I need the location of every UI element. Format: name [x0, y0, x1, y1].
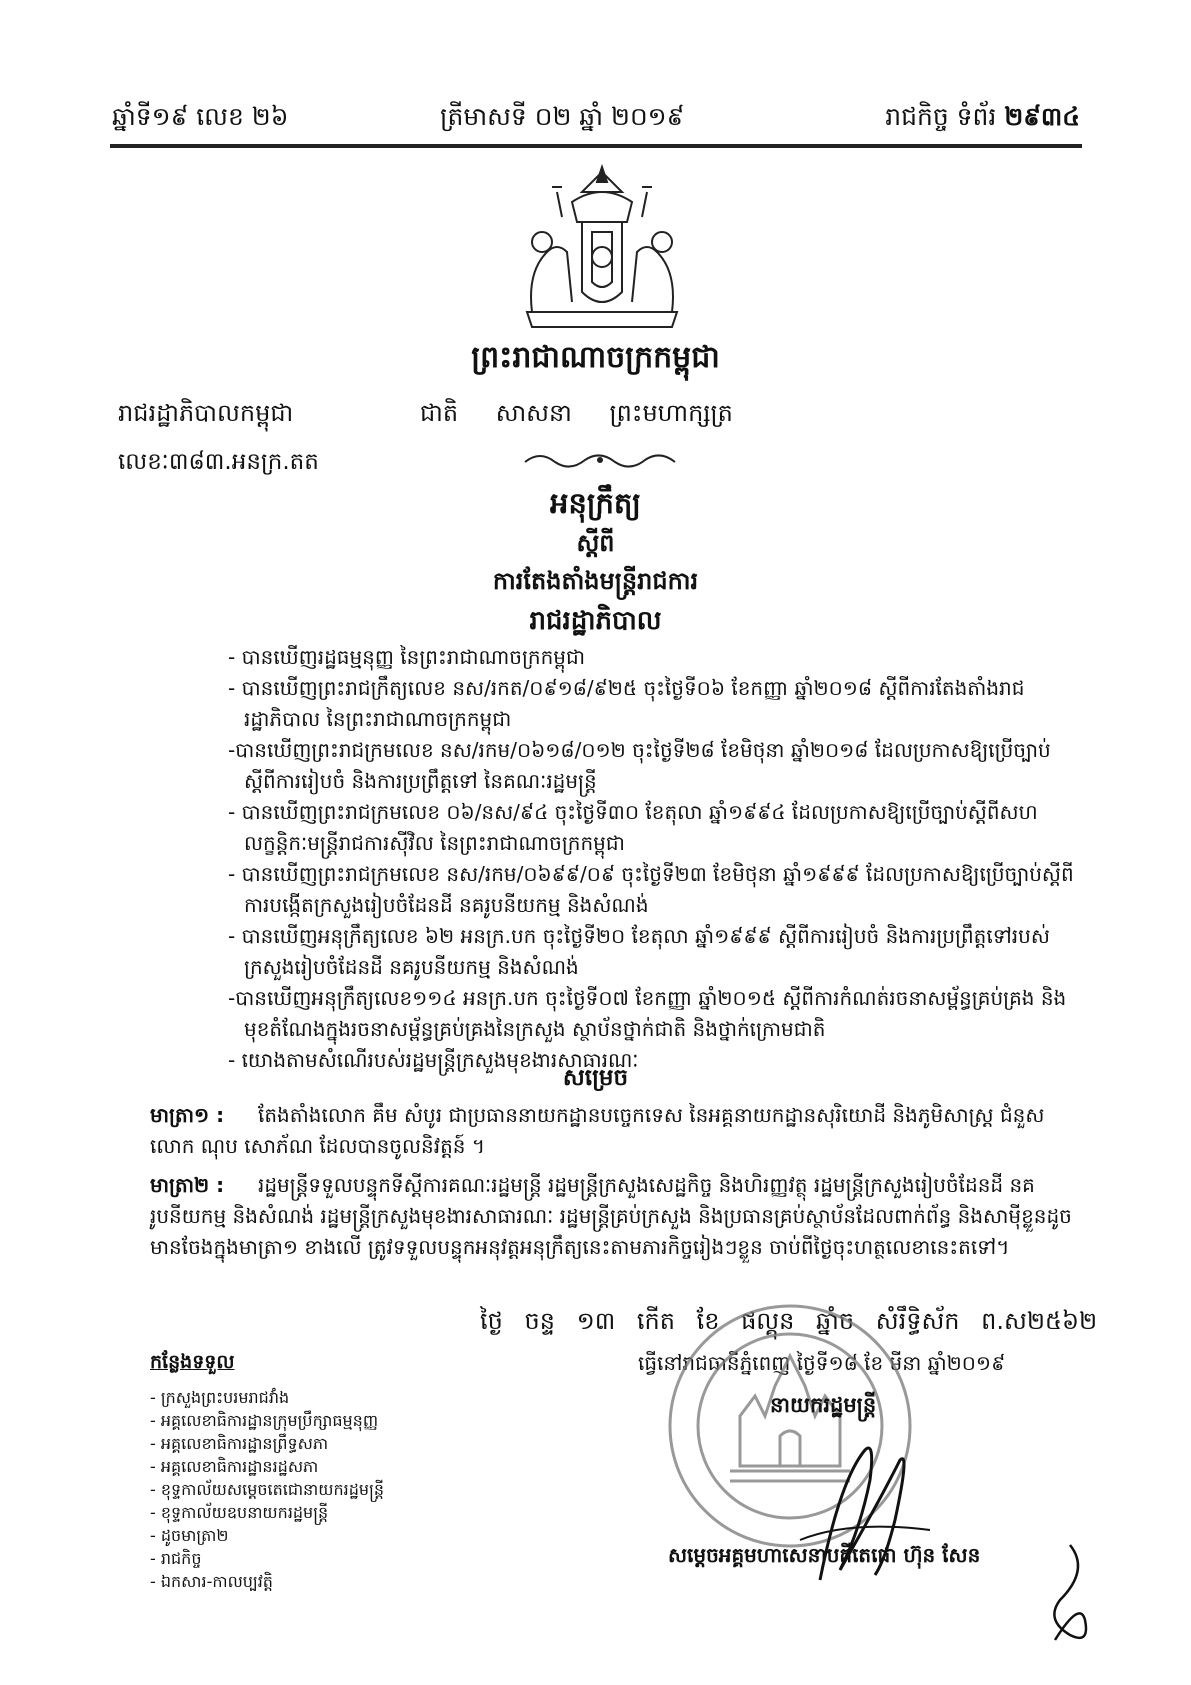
issued-date: ធ្វើនៅរាជធានីភ្នំពេញ ថ្ងៃទី១៨ ខែ មីនា ឆ្នាំ២០១៩	[638, 1351, 1006, 1375]
preamble-item: - បានឃើញអនុក្រឹត្យលេខ ៦២ អនក្រ.បក ចុះថ្ងៃទី២០ ខែតុលា ឆ្នាំ១៩៩៩ ស្តីពីការរៀបចំ និងការប្រព្រឹត្តទៅរបស់ក្រសួងរៀបចំដែនដី នគរូបនីយកម្ម និងសំណង់	[228, 924, 1050, 979]
recipient-item: - រាជកិច្ច	[150, 1549, 202, 1568]
header-page	[885, 102, 1080, 138]
title-sub-decree: អនុក្រឹត្យ	[550, 486, 641, 520]
gazette-header	[112, 96, 1080, 142]
preamble-item: - បានឃើញរដ្ឋធម្មនុញ្ញ នៃព្រះរាជាណាចក្រកម្ពុជា	[228, 645, 586, 669]
preamble-item: -បានឃើញអនុក្រឹត្យលេខ១១៤ អនក្រ.បក ចុះថ្ងៃទី០៧ ខែកញ្ញា ឆ្នាំ២០១៥ ស្តីពីការកំណត់រចនាសម្ព័ន្ធគ្រប់គ្រង និងមុខតំណែងក្នុងរចនាសម្ព័ន្ធគ្រប់គ្រងនៃក្រសួង ស្ថាប័នថ្នាក់ជាតិ និងថ្នាក់ក្រោមជាតិ	[228, 986, 1067, 1041]
kingdom-name: ព្រះរាជាណាចក្រកម្ពុជា	[471, 340, 720, 375]
recipients-heading: កន្លែងទទួល	[150, 1351, 235, 1373]
article-2-label: មាត្រា២ :	[150, 1173, 225, 1197]
recipient-item: - ឯកសារ-កាលប្បវត្តិ	[150, 1572, 273, 1591]
recipient-item: - អគ្គលេខាធិការដ្ឋានរដ្ឋសភា	[150, 1457, 319, 1476]
recipient-item: - ក្រសួងព្រះបរមរាជវាំង	[150, 1388, 290, 1407]
recipient-item: - ខុទ្ទកាល័យឧបនាយករដ្ឋមន្ត្រី	[150, 1503, 329, 1522]
decision-heading: សម្រេច	[562, 1065, 629, 1091]
government-name: រាជរដ្ឋាភិបាលកម្ពុជា	[118, 399, 294, 427]
title-subject: ការតែងតាំងមន្ត្រីរាជការ	[492, 567, 699, 595]
header-page-prefix: រាជកិច្ច ទំព័រ	[885, 102, 997, 131]
lunar-date: ថ្ងៃ ចន្ទ ១៣ កើត ខែ ផល្គុន ឆ្នាំច សំរឹទ្ធិស័ក ព.ស២៥៦២	[480, 1307, 1098, 1335]
preamble-item: - យោងតាមសំណើរបស់រដ្ឋមន្ត្រីក្រសួងមុខងារសាធារណៈ	[228, 1048, 639, 1072]
header-divider	[110, 144, 1082, 148]
article-1	[150, 1100, 1080, 1162]
header-year-issue: ឆ្នាំទី១៩ លេខ ២៦	[112, 102, 289, 131]
article-1-text: តែងតាំងលោក គឹម សំបូរ ជាប្រធាននាយកដ្ឋានបច្ចេកទេស នៃអគ្គនាយកដ្ឋានសុរិយោដី និងភូមិសាស្ត្រ ជំនួសលោក ណុប សោភ័ណ ដែលបានចូលនិវត្តន៍ ។	[150, 1103, 1045, 1158]
signature-flourish	[1040, 1540, 1100, 1650]
recipients-list	[150, 1386, 384, 1593]
national-motto: ជាតិ សាសនា ព្រះមហាក្សត្រ	[420, 399, 733, 427]
royal-arms-emblem	[512, 162, 692, 332]
signer-title: នាយករដ្ឋមន្ត្រី	[770, 1393, 877, 1417]
preamble-item: - បានឃើញព្រះរាជក្រមលេខ ០៦/នស/៩៤ ចុះថ្ងៃទី៣០ ខែតុលា ឆ្នាំ១៩៩៤ ដែលប្រកាសឱ្យប្រើច្បាប់ស្តីពីសហលក្ខន្តិកៈមន្ត្រីរាជការស៊ីវិល នៃព្រះរាជាណាចក្រកម្ពុជា	[228, 800, 1038, 855]
decree-number: លេខៈ៣៨៣.អនក្រ.តត	[118, 449, 319, 475]
header-quarter: ត្រីមាសទី ០២ ឆ្នាំ ២០១៩	[440, 102, 685, 131]
preamble-item: -បានឃើញព្រះរាជក្រមលេខ នស/រកម/០៦១៨/០១២ ចុះថ្ងៃទី២៨ ខែមិថុនា ឆ្នាំ២០១៨ ដែលប្រកាសឱ្យប្រើច្បាប់ស្តីពីការរៀបចំ និងការប្រព្រឹត្តទៅ នៃគណៈរដ្ឋមន្ត្រី	[228, 738, 1051, 793]
preamble-item: - បានឃើញព្រះរាជក្រឹត្យលេខ នស/រកត/០៩១៨/៩២៥ ចុះថ្ងៃទី០៦ ខែកញ្ញា ឆ្នាំ២០១៨ ស្តីពីការតែងតាំងរាជរដ្ឋាភិបាល នៃព្រះរាជាណាចក្រកម្ពុជា	[228, 676, 1025, 731]
article-2	[150, 1170, 1080, 1263]
article-1-label: មាត្រា១ :	[150, 1103, 225, 1127]
recipient-item: - អគ្គលេខាធិការដ្ឋានក្រុមប្រឹក្សាធម្មនុញ្ញ	[150, 1411, 379, 1430]
signer-name: សម្តេចអគ្គមហាសេនាបតីតេជោ ហ៊ុន សែន	[668, 1543, 981, 1567]
ornament-divider	[520, 448, 680, 472]
recipient-item: - ខុទ្ទកាល័យសម្តេចតេជោនាយករដ្ឋមន្ត្រី	[150, 1480, 384, 1499]
header-page-number: ២៩៣៤	[1004, 102, 1080, 131]
article-2-text: រដ្ឋមន្ត្រីទទួលបន្ទុកទីស្តីការគណៈរដ្ឋមន្ត្រី រដ្ឋមន្ត្រីក្រសួងសេដ្ឋកិច្ច និងហិរញ្ញវត្ថុ រដ្ឋមន្ត្រីក្រសួងរៀបចំដែនដី នគរូបនីយកម្ម និងសំណង់ រដ្ឋមន្ត្រីក្រសួងមុខងារសាធារណៈ រដ្ឋមន្ត្រីគ្រប់ក្រសួង និងប្រធានគ្រប់ស្ថាប័នដែលពាក់ព័ន្ធ និងសាម៉ីខ្លួនដូចមានចែងក្នុងមាត្រា១ ខាងលើ ត្រូវទទួលបន្ទុកអនុវត្តអនុក្រឹត្យនេះតាមភារកិច្ចរៀងៗខ្លួន ចាប់ពីថ្ងៃចុះហត្ថលេខានេះតទៅ។	[150, 1173, 1072, 1259]
title-government: រាជរដ្ឋាភិបាល	[529, 606, 662, 636]
title-regarding: ស្តីពី	[576, 529, 615, 557]
recipient-item: - ដូចមាត្រា២	[150, 1526, 229, 1545]
preamble-list	[228, 642, 1080, 1076]
recipient-item: - អគ្គលេខាធិការដ្ឋានព្រឹទ្ធសភា	[150, 1434, 329, 1453]
preamble-item: - បានឃើញព្រះរាជក្រមលេខ នស/រកម/០៦៩៩/០៩ ចុះថ្ងៃទី២៣ ខែមិថុនា ឆ្នាំ១៩៩៩ ដែលប្រកាសឱ្យប្រើច្បាប់ស្តីពីការបង្កើតក្រសួងរៀបចំដែនដី នគរូបនីយកម្ម និងសំណង់	[228, 862, 1074, 917]
